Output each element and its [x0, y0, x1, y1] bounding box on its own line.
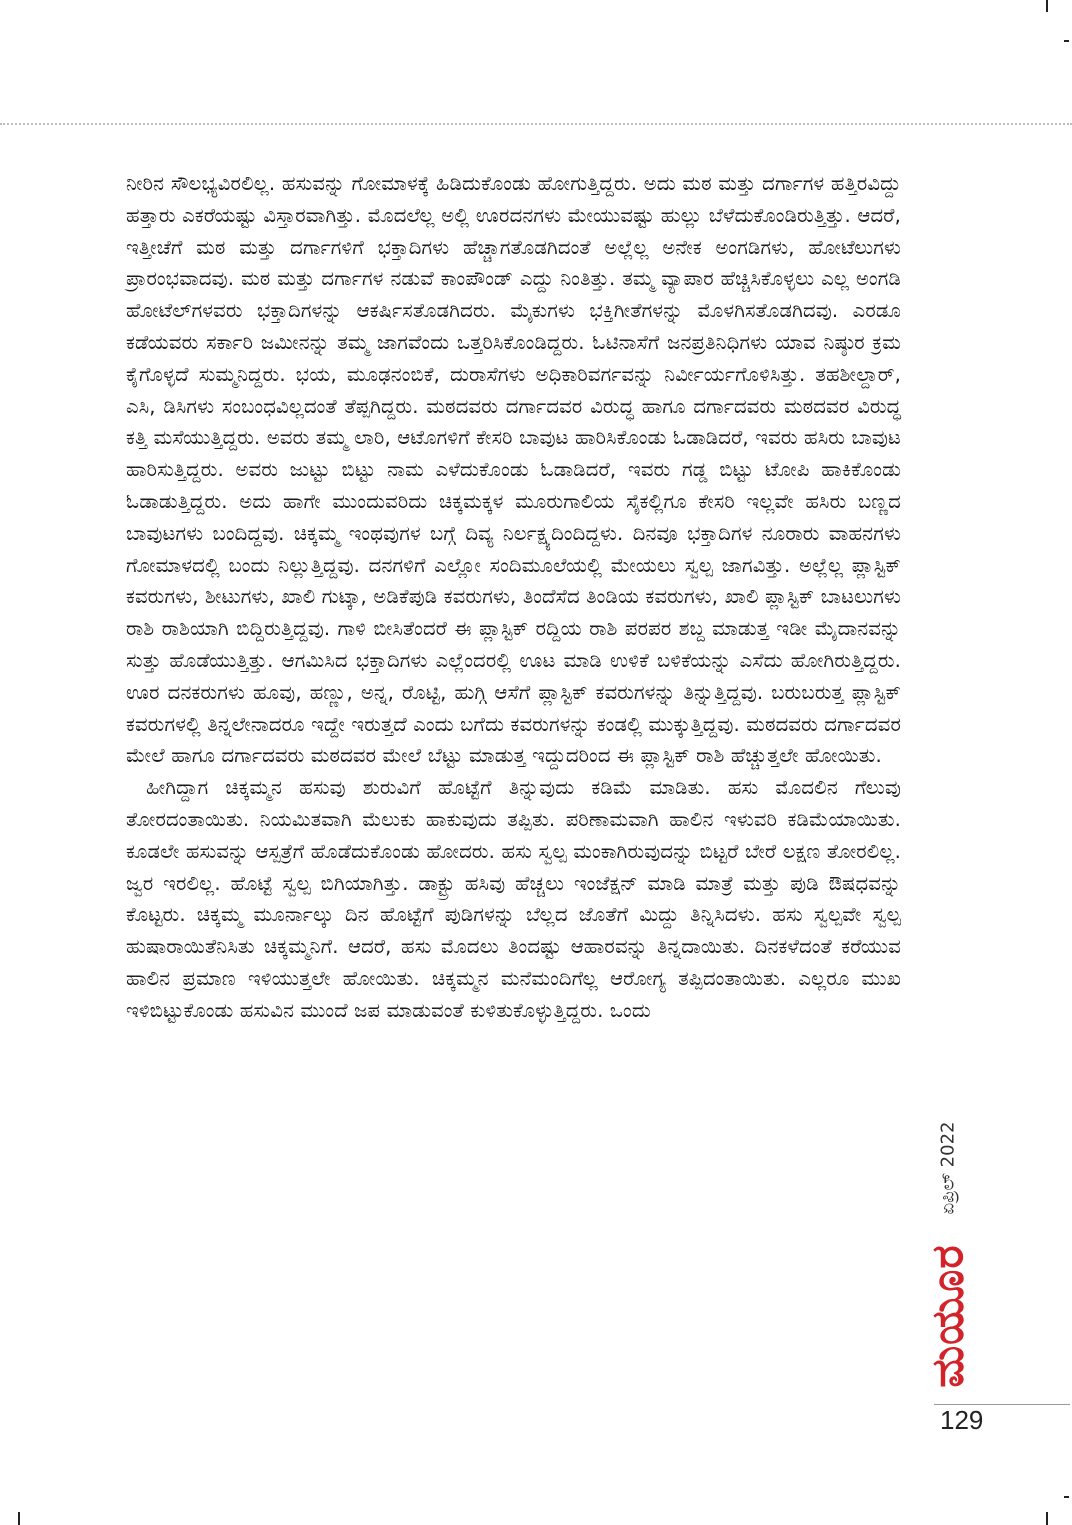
magazine-name: ಮಯೂರ [922, 1244, 974, 1388]
article-body [126, 168, 901, 1027]
crop-mark [1046, 1512, 1048, 1525]
header-dotted-rule [0, 123, 1072, 125]
issue-date: ಏಪ್ರಿಲ್ 2022 [937, 1121, 959, 1215]
article-paragraph: ಹೀಗಿದ್ದಾಗ ಚಿಕ್ಕಮ್ಮನ ಹಸುವು ಶುರುವಿಗೆ ಹೊಟ್ಟೆಗೆ ತಿನ್ನುವುದು ಕಡಿಮೆ ಮಾಡಿತು. ಹಸು ಮೊದಲಿನ ಗೆಲುವು ತೋರದಂತಾಯಿತು. ನಿಯಮಿತವಾಗಿ ಮೆಲುಕು ಹಾಕುವುದು ತಪ್ಪಿತು. ಪರಿಣಾಮವಾಗಿ ಹಾಲಿನ ಇಳುವರಿ ಕಡಿಮೆಯಾಯಿತು. ಕೂಡಲೇ ಹಸುವನ್ನು ಆಸ್ಪತ್ರೆಗೆ ಹೊಡೆದುಕೊಂಡು ಹೋದರು. ಹಸು ಸ್ವಲ್ಪ ಮಂಕಾಗಿರುವುದನ್ನು ಬಿಟ್ಟರೆ ಬೇರೆ ಲಕ್ಷಣ ತೋರಲಿಲ್ಲ. ಜ್ವರ ಇರಲಿಲ್ಲ. ಹೊಟ್ಟೆ ಸ್ವಲ್ಪ ಬಿಗಿಯಾಗಿತ್ತು. ಡಾಕ್ಟ್ರು ಹಸಿವು ಹೆಚ್ಚಲು ಇಂಜೆಕ್ಷನ್ ಮಾಡಿ ಮಾತ್ರೆ ಮತ್ತು ಪುಡಿ ಔಷಧವನ್ನು ಕೊಟ್ಟರು. ಚಿಕ್ಕಮ್ಮ ಮೂರ್ನಾಲ್ಕು ದಿನ ಹೊಟ್ಟೆಗೆ ಪುಡಿಗಳನ್ನು ಬೆಲ್ಲದ ಜೊತೆಗೆ ಮಿದ್ದು ತಿನ್ನಿಸಿದಳು. ಹಸು ಸ್ವಲ್ಪವೇ ಸ್ವಲ್ಪ ಹುಷಾರಾಯಿತೆನಿಸಿತು ಚಿಕ್ಕಮ್ಮನಿಗೆ. ಆದರೆ, ಹಸು ಮೊದಲು ತಿಂದಷ್ಟು ಆಹಾರವನ್ನು ತಿನ್ನದಾಯಿತು. ದಿನಕಳೆದಂತೆ ಕರೆಯುವ ಹಾಲಿನ ಪ್ರಮಾಣ ಇಳಿಯುತ್ತಲೇ ಹೋಯಿತು. ಚಿಕ್ಕಮ್ಮನ ಮನೆಮಂದಿಗೆಲ್ಲ ಆರೋಗ್ಯ ತಪ್ಪಿದಂತಾಯಿತು. ಎಲ್ಲರೂ ಮುಖ ಇಳಿಬಿಟ್ಟುಕೊಂಡು ಹಸುವಿನ ಮುಂದೆ ಜಪ ಮಾಡುವಂತೆ ಕುಳಿತುಕೊಳ್ಳುತ್ತಿದ್ದರು. ಒಂದು [126, 776, 901, 1022]
crop-mark [1046, 0, 1048, 12]
crop-mark [1064, 40, 1069, 42]
article-paragraph: ನೀರಿನ ಸೌಲಭ್ಯವಿರಲಿಲ್ಲ. ಹಸುವನ್ನು ಗೋಮಾಳಕ್ಕೆ ಹಿಡಿದುಕೊಂಡು ಹೋಗುತ್ತಿದ್ದರು. ಅದು ಮಠ ಮತ್ತು ದರ್ಗಾಗಳ ಹತ್ತಿರವಿದ್ದು ಹತ್ತಾರು ಎಕರೆಯಷ್ಟು ವಿಸ್ತಾರವಾಗಿತ್ತು. ಮೊದಲೆಲ್ಲ ಅಲ್ಲಿ ಊರದನಗಳು ಮೇಯುವಷ್ಟು ಹುಲ್ಲು ಬೆಳೆದುಕೊಂಡಿರುತ್ತಿತ್ತು. ಆದರೆ, ಇತ್ತೀಚೆಗೆ ಮಠ ಮತ್ತು ದರ್ಗಾಗಳಿಗೆ ಭಕ್ತಾದಿಗಳು ಹೆಚ್ಚಾಗತೊಡಗಿದಂತೆ ಅಲ್ಲೆಲ್ಲ ಅನೇಕ ಅಂಗಡಿಗಳು, ಹೋಟೆಲುಗಳು ಪ್ರಾರಂಭವಾದವು. ಮಠ ಮತ್ತು ದರ್ಗಾಗಳ ನಡುವೆ ಕಾಂಪೌಂಡ್ ಎದ್ದು ನಿಂತಿತ್ತು. ತಮ್ಮ ವ್ಯಾಪಾರ ಹೆಚ್ಚಿಸಿಕೊಳ್ಳಲು ಎಲ್ಲ ಅಂಗಡಿ ಹೋಟೆಲ್‌ಗಳವರು ಭಕ್ತಾದಿಗಳನ್ನು ಆಕರ್ಷಿಸತೊಡಗಿದರು. ಮೈಕುಗಳು ಭಕ್ತಿಗೀತೆಗಳನ್ನು ಮೊಳಗಿಸತೊಡಗಿದವು. ಎರಡೂ ಕಡೆಯವರು ಸರ್ಕಾರಿ ಜಮೀನನ್ನು ತಮ್ಮ ಜಾಗವೆಂದು ಒತ್ತರಿಸಿಕೊಂಡಿದ್ದರು. ಓಟಿನಾಸೆಗೆ ಜನಪ್ರತಿನಿಧಿಗಳು ಯಾವ ನಿಷ್ಠುರ ಕ್ರಮ ಕೈಗೊಳ್ಳದೆ ಸುಮ್ಮನಿದ್ದರು. ಭಯ, ಮೂಢನಂಬಿಕೆ, ದುರಾಸೆಗಳು ಅಧಿಕಾರಿವರ್ಗವನ್ನು ನಿರ್ವೀರ್ಯಗೊಳಿಸಿತ್ತು. ತಹಶೀಲ್ದಾರ್, ಎಸಿ, ಡಿಸಿಗಳು ಸಂಬಂಧವಿಲ್ಲದಂತೆ ತೆಪ್ಪಗಿದ್ದರು. ಮಠದವರು ದರ್ಗಾದವರ ವಿರುದ್ಧ ಹಾಗೂ ದರ್ಗಾದವರು ಮಠದವರ ವಿರುದ್ಧ ಕತ್ತಿ ಮಸೆಯುತ್ತಿದ್ದರು. ಅವರು ತಮ್ಮ ಲಾರಿ, ಆಟೊಗಳಿಗೆ ಕೇಸರಿ ಬಾವುಟ ಹಾರಿಸಿಕೊಂಡು ಓಡಾಡಿದರೆ, ಇವರು ಹಸಿರು ಬಾವುಟ ಹಾರಿಸುತ್ತಿದ್ದರು. ಅವರು ಜುಟ್ಟು ಬಿಟ್ಟು ನಾಮ ಎಳೆದುಕೊಂಡು ಓಡಾಡಿದರೆ, ಇವರು ಗಡ್ಡ ಬಿಟ್ಟು ಟೋಪಿ ಹಾಕಿಕೊಂಡು ಓಡಾಡುತ್ತಿದ್ದರು. ಅದು ಹಾಗೇ ಮುಂದುವರಿದು ಚಿಕ್ಕಮಕ್ಕಳ ಮೂರುಗಾಲಿಯ ಸೈಕಲ್ಲಿಗೂ ಕೇಸರಿ ಇಲ್ಲವೇ ಹಸಿರು ಬಣ್ಣದ ಬಾವುಟಗಳು ಬಂದಿದ್ದವು. ಚಿಕ್ಕಮ್ಮ ಇಂಥವುಗಳ ಬಗ್ಗೆ ದಿವ್ಯ ನಿರ್ಲಕ್ಷ್ಯದಿಂದಿದ್ದಳು. ದಿನವೂ ಭಕ್ತಾದಿಗಳ ನೂರಾರು ವಾಹನಗಳು ಗೋಮಾಳದಲ್ಲಿ ಬಂದು ನಿಲ್ಲುತ್ತಿದ್ದವು. ದನಗಳಿಗೆ ಎಲ್ಲೋ ಸಂದಿಮೂಲೆಯಲ್ಲಿ ಮೇಯಲು ಸ್ವಲ್ಪ ಜಾಗವಿತ್ತು. ಅಲ್ಲೆಲ್ಲ ಪ್ಲಾಸ್ಟಿಕ್ ಕವರುಗಳು, ಶೀಟುಗಳು, ಖಾಲಿ ಗುಟ್ಕಾ, ಅಡಿಕೆಪುಡಿ ಕವರುಗಳು, ತಿಂದೆಸೆದ ತಿಂಡಿಯ ಕವರುಗಳು, ಖಾಲಿ ಪ್ಲಾಸ್ಟಿಕ್ ಬಾಟಲುಗಳು ರಾಶಿ ರಾಶಿಯಾಗಿ ಬಿದ್ದಿರುತ್ತಿದ್ದವು. ಗಾಳಿ ಬೀಸಿತೆಂದರೆ ಈ ಪ್ಲಾಸ್ಟಿಕ್ ರದ್ದಿಯ ರಾಶಿ ಪರಪರ ಶಬ್ದ ಮಾಡುತ್ತ ಇಡೀ ಮೈದಾನವನ್ನು ಸುತ್ತು ಹೊಡೆಯುತ್ತಿತ್ತು. ಆಗಮಿಸಿದ ಭಕ್ತಾದಿಗಳು ಎಲ್ಲೆಂದರಲ್ಲಿ ಊಟ ಮಾಡಿ ಉಳಿಕೆ ಬಳಿಕೆಯನ್ನು ಎಸೆದು ಹೋಗಿರುತ್ತಿದ್ದರು. ಊರ ದನಕರುಗಳು ಹೂವು, ಹಣ್ಣು, ಅನ್ನ, ರೊಟ್ಟಿ, ಹುಗ್ಗಿ ಆಸೆಗೆ ಪ್ಲಾಸ್ಟಿಕ್ ಕವರುಗಳನ್ನು ತಿನ್ನುತ್ತಿದ್ದವು. ಬರುಬರುತ್ತ ಪ್ಲಾಸ್ಟಿಕ್ ಕವರುಗಳಲ್ಲಿ ತಿನ್ನಲೇನಾದರೂ ಇದ್ದೇ ಇರುತ್ತದೆ ಎಂದು ಬಗೆದು ಕವರುಗಳನ್ನು ಕಂಡಲ್ಲಿ ಮುಕ್ಕುತ್ತಿದ್ದವು. ಮಠದವರು ದರ್ಗಾದವರ ಮೇಲೆ ಹಾಗೂ ದರ್ಗಾದವರು ಮಠದವರ ಮೇಲೆ ಬೆಟ್ಟು ಮಾಡುತ್ತ ಇದ್ದುದರಿಂದ ಈ ಪ್ಲಾಸ್ಟಿಕ್ ರಾಶಿ ಹೆಚ್ಚುತ್ತಲೇ ಹೋಯಿತು. [126, 172, 901, 768]
crop-mark [1064, 1496, 1069, 1498]
page-number: 129 [940, 1405, 984, 1435]
crop-mark [18, 1512, 20, 1525]
